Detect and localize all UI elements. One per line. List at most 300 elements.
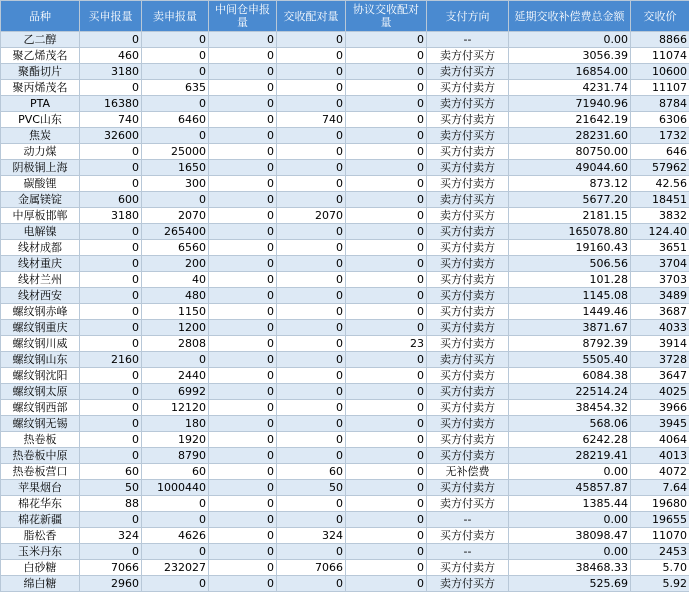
cell-compensation-total: 38454.32 xyxy=(509,400,631,416)
cell-matched-qty: 0 xyxy=(277,32,346,48)
cell-agreement-qty: 0 xyxy=(346,288,427,304)
table-row xyxy=(1,96,689,112)
cell-product: PTA xyxy=(1,96,80,112)
cell-matched-qty: 0 xyxy=(277,304,346,320)
cell-matched-qty: 0 xyxy=(277,384,346,400)
cell-payment-direction: 买方付卖方 xyxy=(427,224,509,240)
col-header-intermediate-qty: 中间仓申报量 xyxy=(209,1,277,32)
cell-sell-qty: 0 xyxy=(142,32,209,48)
cell-agreement-qty: 0 xyxy=(346,80,427,96)
cell-buy-qty: 88 xyxy=(80,496,142,512)
table-row xyxy=(1,256,689,272)
cell-intermediate-qty: 0 xyxy=(209,208,277,224)
cell-intermediate-qty: 0 xyxy=(209,32,277,48)
cell-matched-qty: 0 xyxy=(277,576,346,592)
cell-compensation-total: 28231.60 xyxy=(509,128,631,144)
cell-product: 焦炭 xyxy=(1,128,80,144)
table-row xyxy=(1,304,689,320)
cell-intermediate-qty: 0 xyxy=(209,336,277,352)
cell-payment-direction: 买方付卖方 xyxy=(427,384,509,400)
cell-sell-qty: 480 xyxy=(142,288,209,304)
cell-compensation-total: 0.00 xyxy=(509,512,631,528)
cell-sell-qty: 8790 xyxy=(142,448,209,464)
cell-compensation-total: 6084.38 xyxy=(509,368,631,384)
cell-agreement-qty: 0 xyxy=(346,448,427,464)
table-row xyxy=(1,48,689,64)
cell-matched-qty: 0 xyxy=(277,224,346,240)
cell-payment-direction: 买方付卖方 xyxy=(427,288,509,304)
cell-payment-direction: 买方付卖方 xyxy=(427,240,509,256)
cell-matched-qty: 0 xyxy=(277,368,346,384)
cell-matched-qty: 0 xyxy=(277,432,346,448)
cell-intermediate-qty: 0 xyxy=(209,240,277,256)
cell-intermediate-qty: 0 xyxy=(209,512,277,528)
cell-intermediate-qty: 0 xyxy=(209,320,277,336)
cell-matched-qty: 0 xyxy=(277,288,346,304)
cell-product: 玉米丹东 xyxy=(1,544,80,560)
cell-product: 金属镁锭 xyxy=(1,192,80,208)
cell-product: 螺纹钢西部 xyxy=(1,400,80,416)
cell-compensation-total: 8792.39 xyxy=(509,336,631,352)
cell-buy-qty: 0 xyxy=(80,240,142,256)
cell-sell-qty: 0 xyxy=(142,544,209,560)
cell-sell-qty: 1150 xyxy=(142,304,209,320)
cell-product: 中厚板邯郸 xyxy=(1,208,80,224)
cell-intermediate-qty: 0 xyxy=(209,384,277,400)
cell-payment-direction: 卖方付买方 xyxy=(427,192,509,208)
cell-settlement-price: 7.64 xyxy=(631,480,689,496)
cell-compensation-total: 45857.87 xyxy=(509,480,631,496)
cell-sell-qty: 0 xyxy=(142,128,209,144)
cell-agreement-qty: 0 xyxy=(346,352,427,368)
table-row xyxy=(1,224,689,240)
cell-settlement-price: 646 xyxy=(631,144,689,160)
cell-intermediate-qty: 0 xyxy=(209,560,277,576)
cell-compensation-total: 21642.19 xyxy=(509,112,631,128)
cell-buy-qty: 0 xyxy=(80,288,142,304)
cell-compensation-total: 873.12 xyxy=(509,176,631,192)
cell-matched-qty: 0 xyxy=(277,160,346,176)
cell-compensation-total: 101.28 xyxy=(509,272,631,288)
table-row xyxy=(1,144,689,160)
cell-agreement-qty: 0 xyxy=(346,48,427,64)
cell-payment-direction: 卖方付买方 xyxy=(427,496,509,512)
cell-sell-qty: 2808 xyxy=(142,336,209,352)
cell-matched-qty: 0 xyxy=(277,448,346,464)
table-row xyxy=(1,240,689,256)
cell-compensation-total: 22514.24 xyxy=(509,384,631,400)
cell-compensation-total: 1145.08 xyxy=(509,288,631,304)
cell-sell-qty: 180 xyxy=(142,416,209,432)
cell-compensation-total: 165078.80 xyxy=(509,224,631,240)
table-row xyxy=(1,64,689,80)
cell-compensation-total: 80750.00 xyxy=(509,144,631,160)
cell-compensation-total: 0.00 xyxy=(509,464,631,480)
cell-payment-direction: 买方付卖方 xyxy=(427,160,509,176)
cell-product: 脂松香 xyxy=(1,528,80,544)
cell-sell-qty: 0 xyxy=(142,576,209,592)
cell-compensation-total: 71940.96 xyxy=(509,96,631,112)
cell-sell-qty: 0 xyxy=(142,352,209,368)
cell-payment-direction: -- xyxy=(427,32,509,48)
cell-compensation-total: 28219.41 xyxy=(509,448,631,464)
cell-agreement-qty: 0 xyxy=(346,528,427,544)
cell-matched-qty: 7066 xyxy=(277,560,346,576)
cell-payment-direction: -- xyxy=(427,512,509,528)
cell-intermediate-qty: 0 xyxy=(209,416,277,432)
table-row xyxy=(1,192,689,208)
cell-agreement-qty: 0 xyxy=(346,144,427,160)
cell-matched-qty: 0 xyxy=(277,176,346,192)
cell-compensation-total: 3871.67 xyxy=(509,320,631,336)
cell-settlement-price: 3966 xyxy=(631,400,689,416)
cell-settlement-price: 11074 xyxy=(631,48,689,64)
cell-product: 线材成都 xyxy=(1,240,80,256)
table-row xyxy=(1,336,689,352)
cell-compensation-total: 0.00 xyxy=(509,544,631,560)
cell-matched-qty: 0 xyxy=(277,128,346,144)
cell-buy-qty: 0 xyxy=(80,416,142,432)
cell-settlement-price: 3832 xyxy=(631,208,689,224)
cell-sell-qty: 1200 xyxy=(142,320,209,336)
table-row xyxy=(1,80,689,96)
cell-agreement-qty: 0 xyxy=(346,176,427,192)
cell-compensation-total: 525.69 xyxy=(509,576,631,592)
cell-payment-direction: 买方付卖方 xyxy=(427,272,509,288)
cell-matched-qty: 2070 xyxy=(277,208,346,224)
cell-sell-qty: 1920 xyxy=(142,432,209,448)
cell-product: 聚酯切片 xyxy=(1,64,80,80)
cell-agreement-qty: 0 xyxy=(346,464,427,480)
cell-matched-qty: 740 xyxy=(277,112,346,128)
col-header-sell-qty: 卖申报量 xyxy=(142,1,209,32)
cell-agreement-qty: 0 xyxy=(346,96,427,112)
cell-sell-qty: 4626 xyxy=(142,528,209,544)
cell-agreement-qty: 0 xyxy=(346,112,427,128)
cell-intermediate-qty: 0 xyxy=(209,272,277,288)
cell-intermediate-qty: 0 xyxy=(209,128,277,144)
cell-product: 聚乙烯茂名 xyxy=(1,48,80,64)
cell-sell-qty: 6992 xyxy=(142,384,209,400)
cell-payment-direction: 买方付卖方 xyxy=(427,112,509,128)
cell-payment-direction: 买方付卖方 xyxy=(427,176,509,192)
cell-buy-qty: 0 xyxy=(80,512,142,528)
table-row xyxy=(1,496,689,512)
cell-buy-qty: 2960 xyxy=(80,576,142,592)
cell-payment-direction: 买方付卖方 xyxy=(427,144,509,160)
cell-buy-qty: 0 xyxy=(80,432,142,448)
cell-buy-qty: 0 xyxy=(80,400,142,416)
cell-intermediate-qty: 0 xyxy=(209,368,277,384)
cell-payment-direction: 卖方付买方 xyxy=(427,576,509,592)
cell-compensation-total: 6242.28 xyxy=(509,432,631,448)
cell-matched-qty: 0 xyxy=(277,544,346,560)
cell-product: 棉花华东 xyxy=(1,496,80,512)
cell-payment-direction: 买方付卖方 xyxy=(427,336,509,352)
cell-buy-qty: 0 xyxy=(80,544,142,560)
cell-matched-qty: 60 xyxy=(277,464,346,480)
cell-matched-qty: 0 xyxy=(277,320,346,336)
cell-agreement-qty: 0 xyxy=(346,128,427,144)
col-header-agreement-qty: 协议交收配对量 xyxy=(346,1,427,32)
cell-matched-qty: 0 xyxy=(277,80,346,96)
cell-settlement-price: 4033 xyxy=(631,320,689,336)
table-row xyxy=(1,400,689,416)
cell-product: 乙二醇 xyxy=(1,32,80,48)
cell-matched-qty: 0 xyxy=(277,96,346,112)
table-row xyxy=(1,208,689,224)
cell-matched-qty: 0 xyxy=(277,64,346,80)
cell-settlement-price: 2453 xyxy=(631,544,689,560)
cell-buy-qty: 600 xyxy=(80,192,142,208)
cell-product: 螺纹钢无锡 xyxy=(1,416,80,432)
cell-payment-direction: 卖方付买方 xyxy=(427,48,509,64)
cell-settlement-price: 19655 xyxy=(631,512,689,528)
cell-sell-qty: 25000 xyxy=(142,144,209,160)
col-header-product: 品种 xyxy=(1,1,80,32)
table-row xyxy=(1,176,689,192)
cell-agreement-qty: 0 xyxy=(346,256,427,272)
cell-sell-qty: 0 xyxy=(142,496,209,512)
cell-payment-direction: 买方付卖方 xyxy=(427,368,509,384)
cell-matched-qty: 0 xyxy=(277,272,346,288)
table-row xyxy=(1,288,689,304)
cell-sell-qty: 12120 xyxy=(142,400,209,416)
cell-settlement-price: 3945 xyxy=(631,416,689,432)
cell-product: 线材兰州 xyxy=(1,272,80,288)
cell-buy-qty: 0 xyxy=(80,144,142,160)
cell-payment-direction: 买方付卖方 xyxy=(427,560,509,576)
cell-compensation-total: 19160.43 xyxy=(509,240,631,256)
cell-product: 聚丙烯茂名 xyxy=(1,80,80,96)
cell-settlement-price: 5.70 xyxy=(631,560,689,576)
cell-intermediate-qty: 0 xyxy=(209,544,277,560)
cell-buy-qty: 0 xyxy=(80,256,142,272)
cell-product: 螺纹钢重庆 xyxy=(1,320,80,336)
cell-payment-direction: 卖方付买方 xyxy=(427,208,509,224)
cell-intermediate-qty: 0 xyxy=(209,432,277,448)
table-row xyxy=(1,576,689,592)
cell-compensation-total: 506.56 xyxy=(509,256,631,272)
cell-product: 螺纹钢山东 xyxy=(1,352,80,368)
table-row xyxy=(1,32,689,48)
cell-product: 阴极铜上海 xyxy=(1,160,80,176)
cell-intermediate-qty: 0 xyxy=(209,256,277,272)
cell-matched-qty: 0 xyxy=(277,400,346,416)
cell-buy-qty: 0 xyxy=(80,368,142,384)
cell-product: 电解镍 xyxy=(1,224,80,240)
cell-compensation-total: 2181.15 xyxy=(509,208,631,224)
cell-payment-direction: 无补偿费 xyxy=(427,464,509,480)
cell-sell-qty: 0 xyxy=(142,192,209,208)
table-row xyxy=(1,320,689,336)
cell-sell-qty: 60 xyxy=(142,464,209,480)
cell-sell-qty: 232027 xyxy=(142,560,209,576)
cell-product: 白砂糖 xyxy=(1,560,80,576)
cell-agreement-qty: 0 xyxy=(346,272,427,288)
cell-product: 碳酸锂 xyxy=(1,176,80,192)
cell-intermediate-qty: 0 xyxy=(209,528,277,544)
cell-payment-direction: 买方付卖方 xyxy=(427,416,509,432)
cell-payment-direction: 买方付卖方 xyxy=(427,80,509,96)
cell-buy-qty: 7066 xyxy=(80,560,142,576)
cell-sell-qty: 0 xyxy=(142,512,209,528)
cell-sell-qty: 300 xyxy=(142,176,209,192)
cell-settlement-price: 4064 xyxy=(631,432,689,448)
cell-compensation-total: 49044.60 xyxy=(509,160,631,176)
cell-agreement-qty: 0 xyxy=(346,560,427,576)
cell-product: 热卷板营口 xyxy=(1,464,80,480)
cell-intermediate-qty: 0 xyxy=(209,496,277,512)
cell-intermediate-qty: 0 xyxy=(209,288,277,304)
cell-intermediate-qty: 0 xyxy=(209,304,277,320)
cell-compensation-total: 0.00 xyxy=(509,32,631,48)
cell-compensation-total: 3056.39 xyxy=(509,48,631,64)
cell-intermediate-qty: 0 xyxy=(209,64,277,80)
cell-product: 螺纹钢赤峰 xyxy=(1,304,80,320)
cell-buy-qty: 32600 xyxy=(80,128,142,144)
cell-sell-qty: 1000440 xyxy=(142,480,209,496)
cell-payment-direction: 买方付卖方 xyxy=(427,400,509,416)
cell-buy-qty: 0 xyxy=(80,272,142,288)
cell-intermediate-qty: 0 xyxy=(209,96,277,112)
cell-agreement-qty: 0 xyxy=(346,208,427,224)
header-row xyxy=(1,1,689,32)
cell-matched-qty: 0 xyxy=(277,416,346,432)
cell-matched-qty: 50 xyxy=(277,480,346,496)
col-header-payment-direction: 支付方向 xyxy=(427,1,509,32)
cell-sell-qty: 6560 xyxy=(142,240,209,256)
cell-product: PVC山东 xyxy=(1,112,80,128)
cell-agreement-qty: 0 xyxy=(346,496,427,512)
cell-settlement-price: 11070 xyxy=(631,528,689,544)
cell-agreement-qty: 0 xyxy=(346,192,427,208)
cell-intermediate-qty: 0 xyxy=(209,224,277,240)
cell-settlement-price: 8784 xyxy=(631,96,689,112)
cell-matched-qty: 0 xyxy=(277,48,346,64)
table-row xyxy=(1,128,689,144)
cell-sell-qty: 635 xyxy=(142,80,209,96)
cell-matched-qty: 0 xyxy=(277,256,346,272)
cell-intermediate-qty: 0 xyxy=(209,480,277,496)
cell-payment-direction: 买方付卖方 xyxy=(427,304,509,320)
cell-settlement-price: 3914 xyxy=(631,336,689,352)
cell-settlement-price: 10600 xyxy=(631,64,689,80)
cell-buy-qty: 0 xyxy=(80,80,142,96)
cell-product: 热卷板 xyxy=(1,432,80,448)
cell-settlement-price: 6306 xyxy=(631,112,689,128)
cell-settlement-price: 4072 xyxy=(631,464,689,480)
cell-matched-qty: 0 xyxy=(277,336,346,352)
cell-payment-direction: 买方付卖方 xyxy=(427,256,509,272)
cell-intermediate-qty: 0 xyxy=(209,144,277,160)
table-row xyxy=(1,416,689,432)
cell-intermediate-qty: 0 xyxy=(209,192,277,208)
cell-agreement-qty: 0 xyxy=(346,240,427,256)
cell-intermediate-qty: 0 xyxy=(209,160,277,176)
cell-agreement-qty: 0 xyxy=(346,304,427,320)
table-row xyxy=(1,160,689,176)
cell-payment-direction: 买方付卖方 xyxy=(427,432,509,448)
table-row xyxy=(1,112,689,128)
cell-buy-qty: 0 xyxy=(80,32,142,48)
cell-sell-qty: 0 xyxy=(142,96,209,112)
cell-agreement-qty: 0 xyxy=(346,416,427,432)
cell-agreement-qty: 0 xyxy=(346,368,427,384)
table-row xyxy=(1,368,689,384)
cell-product: 热卷板中原 xyxy=(1,448,80,464)
cell-agreement-qty: 0 xyxy=(346,64,427,80)
table-row xyxy=(1,480,689,496)
cell-intermediate-qty: 0 xyxy=(209,80,277,96)
cell-matched-qty: 0 xyxy=(277,144,346,160)
cell-compensation-total: 4231.74 xyxy=(509,80,631,96)
cell-intermediate-qty: 0 xyxy=(209,176,277,192)
cell-buy-qty: 0 xyxy=(80,320,142,336)
cell-agreement-qty: 0 xyxy=(346,384,427,400)
cell-compensation-total: 1385.44 xyxy=(509,496,631,512)
table-row xyxy=(1,544,689,560)
cell-payment-direction: 买方付卖方 xyxy=(427,528,509,544)
cell-product: 绵白糖 xyxy=(1,576,80,592)
cell-matched-qty: 0 xyxy=(277,496,346,512)
cell-intermediate-qty: 0 xyxy=(209,352,277,368)
cell-buy-qty: 2160 xyxy=(80,352,142,368)
table-row xyxy=(1,560,689,576)
cell-buy-qty: 0 xyxy=(80,224,142,240)
cell-settlement-price: 3651 xyxy=(631,240,689,256)
table-body xyxy=(1,32,689,592)
cell-buy-qty: 50 xyxy=(80,480,142,496)
col-header-settlement-price: 交收价 xyxy=(631,1,689,32)
cell-payment-direction: 卖方付买方 xyxy=(427,352,509,368)
table-row xyxy=(1,528,689,544)
cell-settlement-price: 124.40 xyxy=(631,224,689,240)
cell-product: 线材重庆 xyxy=(1,256,80,272)
cell-settlement-price: 3687 xyxy=(631,304,689,320)
cell-intermediate-qty: 0 xyxy=(209,448,277,464)
cell-sell-qty: 1650 xyxy=(142,160,209,176)
col-header-compensation-total: 延期交收补偿费总金额 xyxy=(509,1,631,32)
cell-settlement-price: 57962 xyxy=(631,160,689,176)
cell-settlement-price: 4025 xyxy=(631,384,689,400)
table-row xyxy=(1,384,689,400)
cell-matched-qty: 324 xyxy=(277,528,346,544)
cell-settlement-price: 4013 xyxy=(631,448,689,464)
cell-settlement-price: 11107 xyxy=(631,80,689,96)
cell-settlement-price: 42.56 xyxy=(631,176,689,192)
table-row xyxy=(1,352,689,368)
cell-payment-direction: -- xyxy=(427,544,509,560)
cell-buy-qty: 324 xyxy=(80,528,142,544)
cell-compensation-total: 16854.00 xyxy=(509,64,631,80)
cell-intermediate-qty: 0 xyxy=(209,464,277,480)
cell-settlement-price: 3728 xyxy=(631,352,689,368)
cell-buy-qty: 0 xyxy=(80,384,142,400)
cell-payment-direction: 买方付卖方 xyxy=(427,480,509,496)
cell-product: 苹果烟台 xyxy=(1,480,80,496)
cell-settlement-price: 18451 xyxy=(631,192,689,208)
cell-settlement-price: 3647 xyxy=(631,368,689,384)
table-row xyxy=(1,448,689,464)
cell-buy-qty: 0 xyxy=(80,336,142,352)
cell-product: 动力煤 xyxy=(1,144,80,160)
cell-sell-qty: 265400 xyxy=(142,224,209,240)
cell-buy-qty: 0 xyxy=(80,176,142,192)
cell-product: 螺纹钢川威 xyxy=(1,336,80,352)
cell-sell-qty: 200 xyxy=(142,256,209,272)
cell-intermediate-qty: 0 xyxy=(209,400,277,416)
